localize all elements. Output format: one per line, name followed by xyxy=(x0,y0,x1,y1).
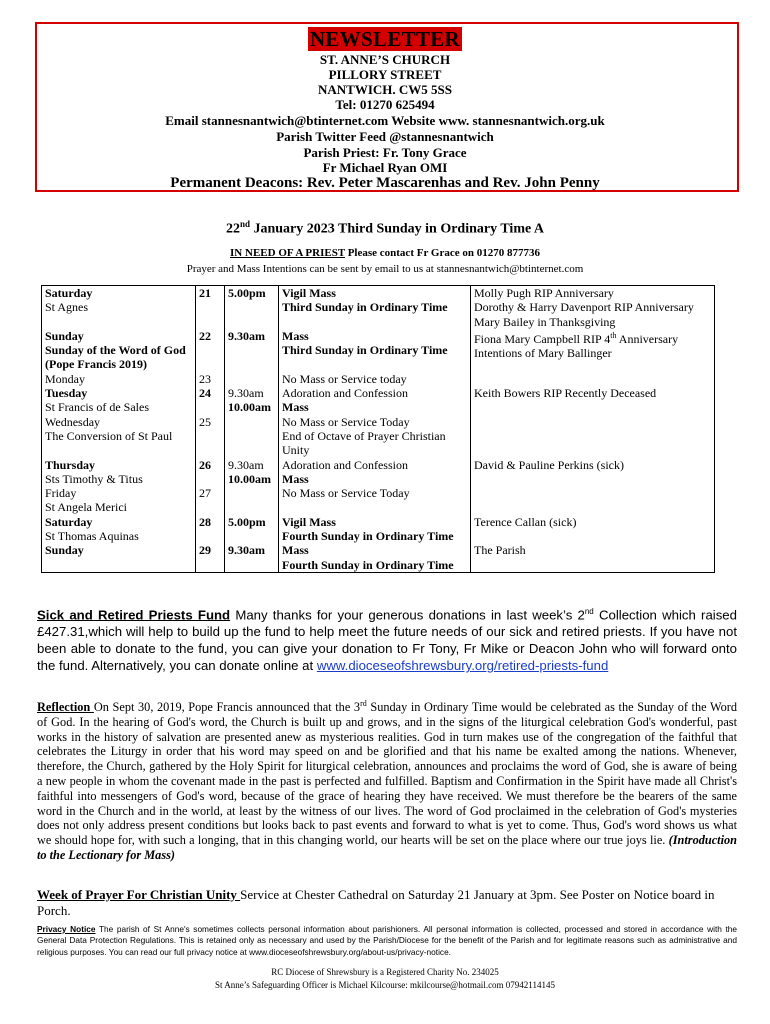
intention-cell: Fiona Mary Campbell RIP 4th Anniversary Intentions of Mary Ballinger xyxy=(471,329,715,372)
priest-contact: IN NEED OF A PRIEST Please contact Fr Grace on 01270 877736 xyxy=(230,247,540,259)
intention-cell: The Parish xyxy=(471,543,715,572)
day-cell: Sunday Sunday of the Word of God (Pope Francis 2019) xyxy=(42,329,196,372)
service-cell: No Mass or Service today xyxy=(279,372,471,386)
church-name: ST. ANNE’S CHURCH xyxy=(319,52,451,67)
date-cell: 29 xyxy=(196,543,225,572)
date-cell: 22 xyxy=(196,329,225,372)
christian-unity-notice: Week of Prayer For Christian Unity Service at Chester Cathedral on Saturday 21 January at 3pm. See Poster on Notice board in Porch. xyxy=(37,887,715,918)
day-cell: Sunday xyxy=(42,543,196,572)
reflection: Reflection On Sept 30, 2019, Pope Francis announced that the 3rd Sunday in Ordinary Time would be celebrated as the Sunday of the Word of God. In the hearing of God's word, the Church is built up and grows, and in the signs of the liturgical celebration God's wonderful, past works in the history of salvation are presented anew as mysterious realities. God in turn makes use of the congregation of the faithful that celebrates the Liturgy in order that his word may speed on and be glorified and that his name be exalted among the nations. Whenever, therefore, the Church, gathered by the Holy Spirit for liturgical celebration, announces and proclaims the word of God, she is aware of being a new people in whom the covenant made in the past is perfected and fulfilled. Baptism and Confirmation in the Spirit have made all Christ's faithful into messengers of God's word, because of the grace of hearing they have received. We must therefore be the bearers of the same word in the Church and in the world, at least by the witness of our lives. The word of God proclaimed in the celebration of God's mysteries does not only address present conditions but looks back to past events and forward to what is yet to come. Thus, God's word shows us what we should hope for, with such a longing, that in this changing world, our hearts will be set on the place where our true joys lie. (Introduction to the Lectionary for Mass) xyxy=(37,699,737,863)
schedule-row xyxy=(42,329,715,372)
time-cell: 5.00pm xyxy=(225,286,279,329)
day-cell: Saturday St Agnes xyxy=(42,286,196,329)
prayer-intentions-note: Prayer and Mass Intentions can be sent by email to us at stannesnantwich@btinternet.com xyxy=(186,263,584,275)
privacy-notice: Privacy Notice The parish of St Anne's sometimes collects personal information about parishioners. All personal information is collected, processed and stored in accordance with the General Data Protection Regulations. This is retained only as necessary and used by the Parish/Diocese for the benefit of the Parish and for legitimate reasons such as administrative and religious purposes. You can read our full privacy notice at www.dioceseofshrewsbury.org/about-us/privacy-notice. xyxy=(37,924,737,957)
schedule-row xyxy=(42,415,715,458)
day-cell: Thursday Sts Timothy & Titus xyxy=(42,458,196,487)
service-cell: Mass Third Sunday in Ordinary Time xyxy=(279,329,471,372)
intention-cell xyxy=(471,372,715,386)
schedule-row xyxy=(42,458,715,487)
mass-schedule-table xyxy=(41,285,715,573)
intention-cell: Molly Pugh RIP Anniversary Dorothy & Harry Davenport RIP Anniversary Mary Bailey in Thanksgiving xyxy=(471,286,715,329)
date-cell: 27 xyxy=(196,486,225,515)
day-cell: Tuesday St Francis of de Sales xyxy=(42,386,196,415)
day-cell: Saturday St Thomas Aquinas xyxy=(42,515,196,544)
time-cell: 9.30am 10.00am xyxy=(225,386,279,415)
time-cell: 9.30am 10.00am xyxy=(225,458,279,487)
time-cell xyxy=(225,415,279,458)
day-cell: Wednesday The Conversion of St Paul xyxy=(42,415,196,458)
service-cell: Mass Fourth Sunday in Ordinary Time xyxy=(279,543,471,572)
telephone: Tel: 01270 625494 xyxy=(335,97,435,112)
deacons: Permanent Deacons: Rev. Peter Mascarenhas and Rev. John Penny xyxy=(170,175,600,191)
time-cell xyxy=(225,372,279,386)
parish-priest: Parish Priest: Fr. Tony Grace xyxy=(303,145,467,160)
service-cell: Vigil Mass Third Sunday in Ordinary Time xyxy=(279,286,471,329)
intention-cell xyxy=(471,415,715,458)
service-cell: Vigil Mass Fourth Sunday in Ordinary Time xyxy=(279,515,471,544)
sick-priests-fund: Sick and Retired Priests Fund Many thanks for your generous donations in last week’s 2nd Collection which raised £427.31,which will help to build up the fund to help meet the future needs of our sick and retired priests. If you have not been able to donate to the fund, you can give your donation to Fr Tony, Fr Mike or Deacon John who will forward onto the fund. Alternatively, you can donate online at www.dioceseofshrewsbury.org/retired-priests-fund xyxy=(37,607,737,674)
schedule-row xyxy=(42,372,715,386)
time-cell: 9.30am xyxy=(225,329,279,372)
date-cell: 25 xyxy=(196,415,225,458)
time-cell: 5.00pm xyxy=(225,515,279,544)
twitter-feed: Parish Twitter Feed @stannesnantwich xyxy=(276,129,494,144)
day-cell: Monday xyxy=(42,372,196,386)
date-cell: 28 xyxy=(196,515,225,544)
fund-link[interactable]: www.dioceseofshrewsbury.org/retired-priests-fund xyxy=(316,658,609,674)
town-postcode: NANTWICH. CW5 5SS xyxy=(318,82,452,97)
service-cell: No Mass or Service Today xyxy=(279,486,471,515)
day-cell: Friday St Angela Merici xyxy=(42,486,196,515)
street-address: PILLORY STREET xyxy=(328,67,442,82)
schedule-row xyxy=(42,486,715,515)
intention-cell xyxy=(471,486,715,515)
service-cell: Adoration and Confession Mass xyxy=(279,458,471,487)
time-cell xyxy=(225,486,279,515)
charity-number: RC Diocese of Shrewsbury is a Registered Charity No. 234025 xyxy=(271,967,499,977)
date-cell: 21 xyxy=(196,286,225,329)
assistant-priest: Fr Michael Ryan OMI xyxy=(322,160,448,175)
intention-cell: Terence Callan (sick) xyxy=(471,515,715,544)
date-cell: 24 xyxy=(196,386,225,415)
date-heading: 22nd January 2023 Third Sunday in Ordinary Time A xyxy=(225,219,545,237)
newsletter-title: NEWSLETTER xyxy=(309,27,461,51)
date-cell: 26 xyxy=(196,458,225,487)
intention-cell: Keith Bowers RIP Recently Deceased xyxy=(471,386,715,415)
email-website: Email stannesnantwich@btinternet.com Website www. stannesnantwich.org.uk xyxy=(165,113,605,128)
service-cell: Adoration and Confession Mass xyxy=(279,386,471,415)
intention-cell: David & Pauline Perkins (sick) xyxy=(471,458,715,487)
date-cell: 23 xyxy=(196,372,225,386)
safeguarding-officer: St Anne’s Safeguarding Officer is Michael Kilcourse: mkilcourse@hotmail.com 07942114145 xyxy=(215,980,555,990)
time-cell: 9.30am xyxy=(225,543,279,572)
service-cell: No Mass or Service Today End of Octave of Prayer Christian Unity xyxy=(279,415,471,458)
schedule-row xyxy=(42,386,715,415)
schedule-row xyxy=(42,543,715,572)
schedule-row xyxy=(42,515,715,544)
schedule-row xyxy=(42,286,715,329)
